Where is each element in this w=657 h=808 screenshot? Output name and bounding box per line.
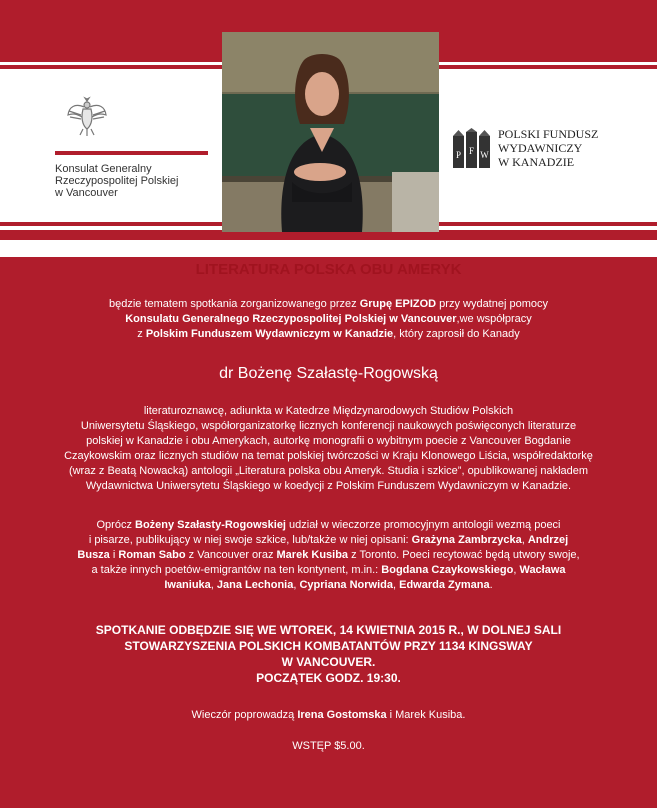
pfw-logo — [452, 128, 492, 175]
pfw-letter-p: P — [455, 150, 462, 160]
pfw-letter-w: W — [480, 150, 489, 160]
participants-paragraph: Oprócz Bożeny Szałasty-Rogowskiej udział w wieczorze promocyjnym antologii wezmą poeci i pisarze, publikujący w niej swoje szkice, lub/także w niej opisani: Grażyna Zambrzycka, Andrzej Busza i Roman Sabo z Vancouver oraz Marek Kusiba z Toronto. Poeci recytować będą utwory swoje, a także innych poetów-emigrantów na ten kontynent, m.in.: Bogdana Czaykowskiego, Wacława Iwaniuka, Jana Lechonia, Cypriana Norwida, Edwarda Zymana. — [77, 519, 580, 591]
pfw-letter-f: F — [468, 146, 475, 156]
guest-name: dr Bożenę Szałastę-Rogowską — [219, 365, 438, 382]
bio-paragraph: literaturoznawcę, adiunkta w Katedrze Międzynarodowych Studiów Polskich Uniwersytetu Śląskiego, współorganizatorkę licznych konferencji naukowych poświęconych literaturze polskiej w Kanadzie i obu Amerykach, autorkę monografii o wybitnym poecie z Vancouver Bogdanie Czaykowskim oraz licznych studiów na temat polskiej twórczości w Kraju Klonowego Liścia, współredaktorkę (wraz z Beatą Nowacką) antologii „Literatura polska obu Ameryk. Studia i szkice”, opublikowanej nakładem Wydawnictwa Uniwersytetu Śląskiego w koedycji z Polskim Funduszem Wydawniczym w Kanadzie. — [64, 405, 593, 492]
hosts-line: Wieczór poprowadzą Irena Gostomska i Marek Kusiba. — [191, 709, 466, 721]
entry-fee: WSTĘP $5.00. — [292, 740, 365, 752]
meeting-details: SPOTKANIE ODBĘDZIE SIĘ WE WTOREK, 14 KWIETNIA 2015 R., W DOLNEJ SALI STOWARZYSZENIA POLSKICH KOMBATANTÓW PRZY 1134 KINGSWAY W VANCOUVER. POCZĄTEK GODZ. 19:30. — [95, 623, 562, 685]
event-title: LITERATURA POLSKA OBU AMERYK — [195, 261, 462, 278]
intro-paragraph: będzie tematem spotkania zorganizowanego przez Grupę EPIZOD przy wydatnej pomocy Konsulatu Generalnego Rzeczypospolitej Polskiej w Vancouver,we współpracy z Polskim Funduszem Wydawniczym w Kanadzie, który zaprosił do Kanady — [109, 298, 548, 340]
pfw-books-icon — [452, 128, 492, 170]
speaker-photo — [222, 32, 439, 232]
consulate-red-bar — [55, 151, 208, 155]
pfw-name: POLSKI FUNDUSZ WYDAWNICZY W KANADZIE — [498, 127, 599, 169]
white-band — [0, 240, 657, 257]
polish-eagle-icon — [65, 95, 109, 139]
speaker-photo-image — [222, 32, 439, 232]
consulate-name: Konsulat Generalny Rzeczypospolitej Polskiej w Vancouver — [55, 163, 179, 199]
